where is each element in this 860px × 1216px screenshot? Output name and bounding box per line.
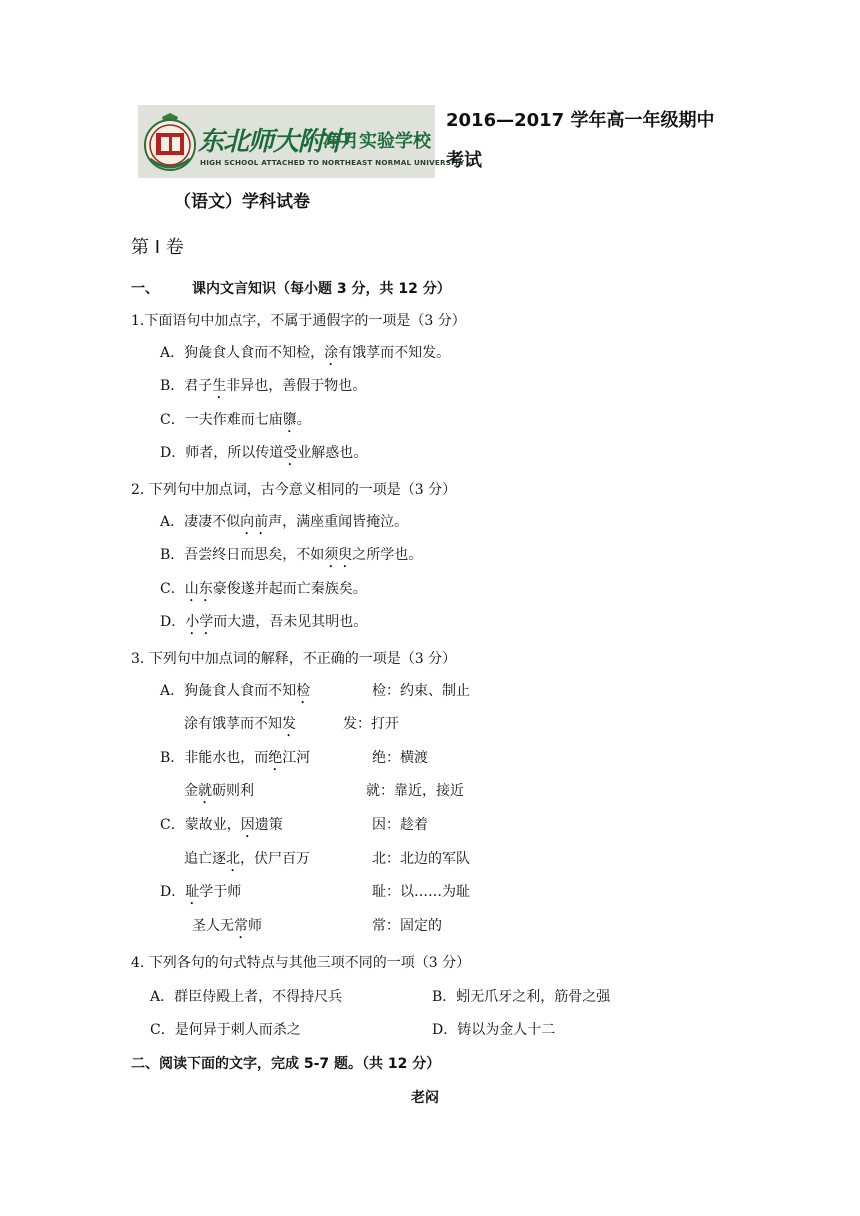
q1-option-a: A．狗彘食人食而不知检，涂有饿莩而不知发。 bbox=[160, 345, 451, 361]
logo-english-name: HIGH SCHOOL ATTACHED TO NORTHEAST NORMAL UNIVERSITY bbox=[200, 158, 465, 167]
subject-title: （语文）学科试卷 bbox=[174, 192, 310, 212]
logo-school-name: 东北师大附中 bbox=[198, 127, 349, 157]
logo-branch-name: 净月实验学校 bbox=[323, 131, 431, 152]
section1-number: 一、 bbox=[131, 281, 159, 297]
q3-option-b-explanation1: 绝：横渡 bbox=[372, 750, 428, 766]
q2-stem: 2. 下列句中加点词，古今意义相同的一项是（3 分） bbox=[131, 482, 457, 498]
q3-option-d-explanation1: 耻：以……为耻 bbox=[372, 884, 470, 900]
q3-option-d-sentence2: 圣人无常师 bbox=[192, 918, 262, 934]
q3-option-a-sentence2: 涂有饿莩而不知发 bbox=[184, 716, 296, 732]
q3-option-c-sentence2: 追亡逐北，伏尸百万 bbox=[184, 851, 310, 867]
volume-heading: 第 I 卷 bbox=[131, 237, 184, 258]
q3-option-a-explanation2: 发：打开 bbox=[343, 716, 399, 732]
q1-option-d: D．师者，所以传道受业解惑也。 bbox=[160, 445, 368, 461]
q4-stem: 4. 下列各句的句式特点与其他三项不同的一项（3 分） bbox=[131, 955, 471, 971]
school-seal-icon bbox=[142, 109, 198, 173]
q2-option-b: B．吾尝终日而思矣，不如须臾之所学也。 bbox=[160, 547, 423, 563]
exam-title-line1: 2016—2017 学年高一年级期中 bbox=[446, 110, 715, 131]
q2-option-c: C．山东豪俊遂并起而亡秦族矣。 bbox=[160, 581, 367, 597]
q3-stem: 3. 下列句中加点词的解释，不正确的一项是（3 分） bbox=[131, 651, 457, 667]
q3-option-c-explanation2: 北：北边的军队 bbox=[372, 851, 470, 867]
q3-option-b-sentence2: 金就砺则利 bbox=[184, 783, 254, 799]
passage-title: 老闷 bbox=[411, 1090, 439, 1106]
q2-option-a: A．凄凄不似向前声，满座重闻皆掩泣。 bbox=[160, 514, 409, 530]
section2-title: 二、阅读下面的文字，完成 5-7 题。（共 12 分） bbox=[131, 1056, 441, 1072]
q1-option-c: C．一夫作难而七庙隳。 bbox=[160, 412, 311, 428]
q3-option-a-sentence1: A．狗彘食人食而不知检 bbox=[160, 683, 311, 699]
q2-option-d: D．小学而大遗，吾未见其明也。 bbox=[160, 614, 368, 630]
q3-option-c-sentence1: C．蒙故业，因遗策 bbox=[160, 817, 283, 833]
q3-option-b-sentence1: B．非能水也，而绝江河 bbox=[160, 750, 311, 766]
exam-title-line2: 考试 bbox=[446, 150, 482, 171]
q3-option-d-explanation2: 常：固定的 bbox=[372, 918, 442, 934]
q4-option-a: A．群臣侍殿上者，不得持尺兵 bbox=[150, 989, 343, 1005]
q4-option-c: C．是何异于刺人而杀之 bbox=[150, 1022, 301, 1038]
q4-option-d: D．铸以为金人十二 bbox=[432, 1022, 556, 1038]
q1-option-b: B．君子生非异也，善假于物也。 bbox=[160, 378, 367, 394]
q3-option-a-explanation1: 检：约束、制止 bbox=[372, 683, 470, 699]
q3-option-d-sentence1: D．耻学于师 bbox=[160, 884, 242, 900]
q1-stem: 1.下面语句中加点字，不属于通假字的一项是（3 分） bbox=[131, 313, 466, 329]
q3-option-b-explanation2: 就：靠近，接近 bbox=[366, 783, 464, 799]
section1-title: 课内文言知识（每小题 3 分，共 12 分） bbox=[192, 281, 451, 297]
q4-option-b: B．蚓无爪牙之利，筋骨之强 bbox=[432, 989, 611, 1005]
q3-option-c-explanation1: 因：趁着 bbox=[372, 817, 428, 833]
